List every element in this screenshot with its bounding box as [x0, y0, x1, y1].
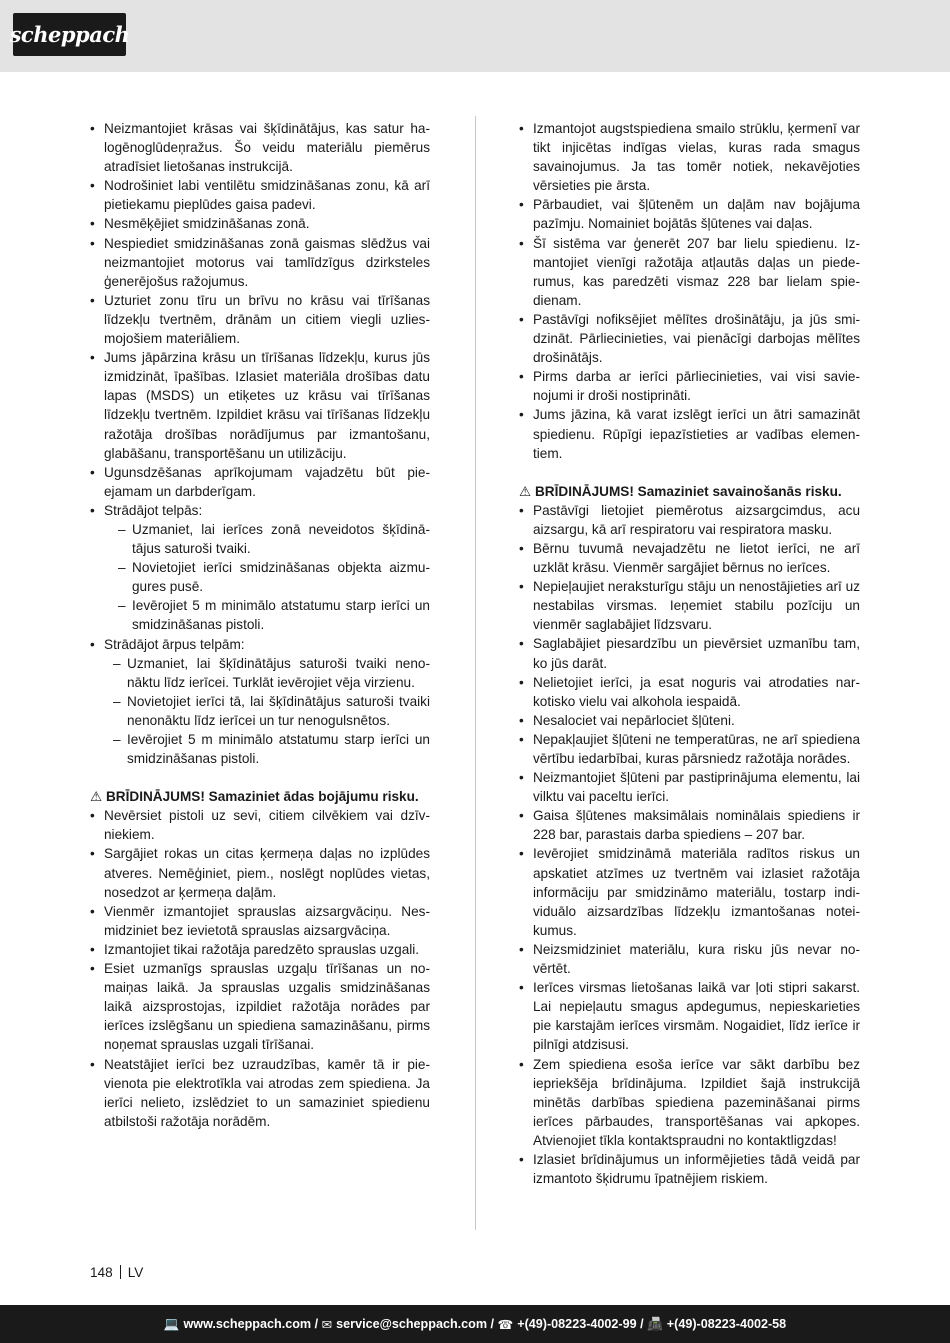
list-item: • Esiet uzmanīgs sprauslas uzgaļu tīrīšanas un nomaiņas laikā. Ja sprauslas uzgalis smidzināšanas laikā aizsprostojas, izpildiet ražotāja norādes par ierīces izslēgšanu un spiediena samazināšanu, pirms noņemat sprauslas uzgali tīrīšanai. [90, 959, 430, 1054]
column-divider [475, 116, 476, 1230]
list-item: • Izlasiet brīdinājumus un informējieties tādā veidā par izmantoto šķidrumu īpatnējiem riskiem. [519, 1150, 860, 1188]
language-code: LV [127, 1265, 144, 1280]
left-bullet-list-2 [90, 806, 430, 1131]
scheppach-logo: scheppach [13, 13, 126, 56]
phone-number: +(49)-08223-4002-99 / [517, 1317, 644, 1331]
list-item: • Nelietojiet ierīci, ja esat noguris vai atrodaties narkotisko vielu vai alkohola iespaidā. [519, 673, 860, 711]
list-item: • Pastāvīgi nofiksējiet mēlītes drošinātāju, ja jūs smidzināt. Pārliecinieties, vai pienācīgi darbojas mēlītes drošinātājs. [519, 310, 860, 367]
fax-number: +(49)-08223-4002-58 [666, 1317, 787, 1331]
page-number: 148 [90, 1265, 113, 1280]
list-item: • Neatstājiet ierīci bez uzraudzības, kamēr tā ir pievienota pie elektrotīkla vai atrodas zem spiediena. Ja ierīci nelieto, izslēdziet to un samaziniet spiedienu atbilstoši ražotāja norādēm. [90, 1055, 430, 1131]
right-column [519, 119, 860, 1188]
list-item: • Uzturiet zonu tīru un brīvu no krāsu vai tīrīšanas līdzekļu tvertnēm, drānām un citiem viegli uzliesmojošiem materiāliem. [90, 291, 430, 348]
sub-list-item: – Ievērojiet 5 m minimālo atstatumu starp ierīci un smidzināšanas pistoli. [118, 596, 430, 634]
page-number-block [90, 1265, 143, 1280]
list-item: • Nepieļaujiet neraksturīgu stāju un nenostājieties arī uz nestabilas virsmas. Ieņemiet stabilu pozīciju un vienmēr saglabājiet līdzsvaru. [519, 577, 860, 634]
list-item: • Bērnu tuvumā nevajadzētu ne lietot ierīci, ne arī uzklāt krāsu. Vienmēr sargājiet bērnus no ierīces. [519, 539, 860, 577]
list-item: • Ugunsdzēšanas aprīkojumam vajadzētu būt pieejamam un darbderīgam. [90, 463, 430, 501]
warning-heading-skin [90, 787, 430, 806]
list-item-indoor [90, 501, 430, 635]
list-item: • Nesalociet vai nepārlociet šļūteni. [519, 711, 860, 730]
list-item: • Nespiediet smidzināšanas zonā gaismas slēdžus vai neizmantojiet motorus vai tamlīdzīgus dzirksteles ģenerējošus ražojumus. [90, 234, 430, 291]
warning-title: BRĪDINĀJUMS! Samaziniet ādas bojājumu risku. [105, 789, 419, 805]
list-item: • Izmantojiet tikai ražotāja paredzēto sprauslas uzgali. [90, 940, 430, 959]
list-item: • Sargājiet rokas un citas ķermeņa daļas no izplūdes atveres. Nemēģiniet, piem., noslēgt noplūdes vietas, nosedzot ar ķermeņa daļām. [90, 844, 430, 901]
list-item: • Saglabājiet piesardzību un pievērsiet uzmanību tam, ko jūs darāt. [519, 634, 860, 672]
list-item: • Neizmantojiet šļūteni par pastiprinājuma elementu, lai vilktu vai paceltu ierīci. [519, 768, 860, 806]
list-item: • Nesmēķējiet smidzināšanas zonā. [90, 214, 430, 233]
outdoor-sublist [90, 654, 430, 769]
list-item: • Ievērojiet smidzināmā materiāla radītos riskus un apskatiet atzīmes uz tvertnēm vai izlasiet ražotāja informāciju par smidzināmo materiālu, tostarp individuālo aizsardzības līdzekļu izmantošanas noteikumus. [519, 844, 860, 939]
list-item: • Jums jāzina, kā varat izslēgt ierīci un ātri samazināt spiedienu. Rūpīgi iepazīstieties ar vadības elementiem. [519, 405, 860, 462]
outdoor-label: Strādājot ārpus telpām: [104, 636, 245, 652]
sub-list-item: – Novietojiet ierīci tā, lai šķīdinātājus saturoši tvaiki nenonāktu līdz ierīcei un tur nenogulsnētos. [113, 692, 430, 730]
indoor-sublist [90, 520, 430, 635]
sub-list-item: – Ievērojiet 5 m minimālo atstatumu starp ierīci un smidzināšanas pistoli. [113, 730, 430, 768]
list-item: • Neizmantojiet krāsas vai šķīdinātājus, kas satur halogēnoglūdeņražus. Šo veidu materiālu piemērus atradīsiet lietošanas instrukcijā. [90, 119, 430, 176]
list-item: • Pirms darba ar ierīci pārliecinieties, vai visi savienojumi ir droši nostiprināti. [519, 367, 860, 405]
indoor-label: Strādājot telpās: [104, 502, 203, 518]
warning-icon: ⚠ [519, 483, 532, 499]
page-separator [120, 1265, 121, 1279]
list-item: • Ierīces virsmas lietošanas laikā var ļoti stipri sakarst. Lai nepieļautu smagus apdegumus, nepieskarieties pie karstajām ierīces virsmām. Nogaidiet, līdz ierīce ir pilnīgi atdzisusi. [519, 978, 860, 1054]
sub-list-item: – Novietojiet ierīci smidzināšanas objekta aizmugures pusē. [118, 558, 430, 596]
email-link[interactable]: service@scheppach.com / [336, 1317, 495, 1331]
list-item: • Nodrošiniet labi ventilētu smidzināšanas zonu, kā arī pietiekamu pieplūdes gaisa padevi. [90, 176, 430, 214]
list-item: • Zem spiediena esoša ierīce var sākt darbību bez iepriekšēja brīdinājuma. Izpildiet šajā instrukcijā minētās darbības spiediena pazemināšanai pirms ierīces pārbaudes, transportēšanas vai apkopes. Atvienojiet tīkla kontaktspraudni no kontaktligzdas! [519, 1055, 860, 1150]
right-bullet-list-2 [519, 501, 860, 1188]
phone-icon: ☎ [497, 1317, 514, 1332]
left-column [90, 119, 430, 1131]
list-item: • Pastāvīgi lietojiet piemērotus aizsargcimdus, acu aizsargu, kā arī respiratoru vai respiratora masku. [519, 501, 860, 539]
computer-icon: 💻 [163, 1316, 180, 1331]
fax-icon: 📠 [647, 1316, 663, 1331]
sub-list-item: – Uzmaniet, lai šķīdinātājus saturoši tvaiki nenonāktu līdz ierīcei. Turklāt ievērojiet vēja virzienu. [113, 654, 430, 692]
right-bullet-list-1 [519, 119, 860, 463]
warning-icon: ⚠ [90, 789, 103, 805]
contact-footer [0, 1305, 950, 1343]
left-bullet-list-1 [90, 119, 430, 768]
list-item: • Šī sistēma var ģenerēt 207 bar lielu spiedienu. Izmantojiet vienīgi ražotāja atļautās daļas un piederumus, kas paredzēti vismaz 228 bar lielam spiedienam. [519, 234, 860, 310]
list-item: • Neizsmidziniet materiālu, kura risku jūs nevar novērtēt. [519, 940, 860, 978]
list-item: • Pārbaudiet, vai šļūtenēm un daļām nav bojājuma pazīmju. Nomainiet bojātās šļūtenes vai daļas. [519, 195, 860, 233]
warning-heading-injury [519, 482, 860, 501]
list-item: • Nepakļaujiet šļūteni ne temperatūras, ne arī spiediena vērtību iedarbībai, kuras pārsniedz ražotāja norādes. [519, 730, 860, 768]
list-item: • Nevērsiet pistoli uz sevi, citiem cilvēkiem vai dzīvniekiem. [90, 806, 430, 844]
list-item: • Vienmēr izmantojiet sprauslas aizsargvāciņu. Nesmidziniet bez ievietotā sprauslas aizsargvāciņa. [90, 902, 430, 940]
list-item: • Gaisa šļūtenes maksimālais nominālais spiediens ir 228 bar, parastais darba spiediens – 207 bar. [519, 806, 860, 844]
list-item-outdoor [90, 635, 430, 769]
mail-icon: ✉ [321, 1317, 333, 1332]
list-item: • Izmantojot augstspiediena smailo strūklu, ķermenī var tikt injicētas indīgas vielas, kuras rada smagus savainojumus. Ja tas tomēr notiek, nekavējoties vērsieties pie ārsta. [519, 119, 860, 195]
warning-title: BRĪDINĀJUMS! Samaziniet savainošanās risku. [534, 483, 842, 499]
page-header [0, 0, 950, 72]
list-item: • Jums jāpārzina krāsu un tīrīšanas līdzekļu, kurus jūs izmidzināt, īpašības. Izlasiet materiāla drošības datu lapas (MSDS) un etiķetes uz krāsu vai tīrīšanas līdzekļu tvertnēm. Izpildiet krāsu vai tīrīšanas līdzekļu ražotāja drošības norādījumus par izmantošanu, glabāšanu, transportēšanu un utilizāciju. [90, 348, 430, 463]
sub-list-item: – Uzmaniet, lai ierīces zonā neveidotos šķīdinātājus saturoši tvaiki. [118, 520, 430, 558]
website-link[interactable]: www.scheppach.com / [183, 1317, 319, 1331]
